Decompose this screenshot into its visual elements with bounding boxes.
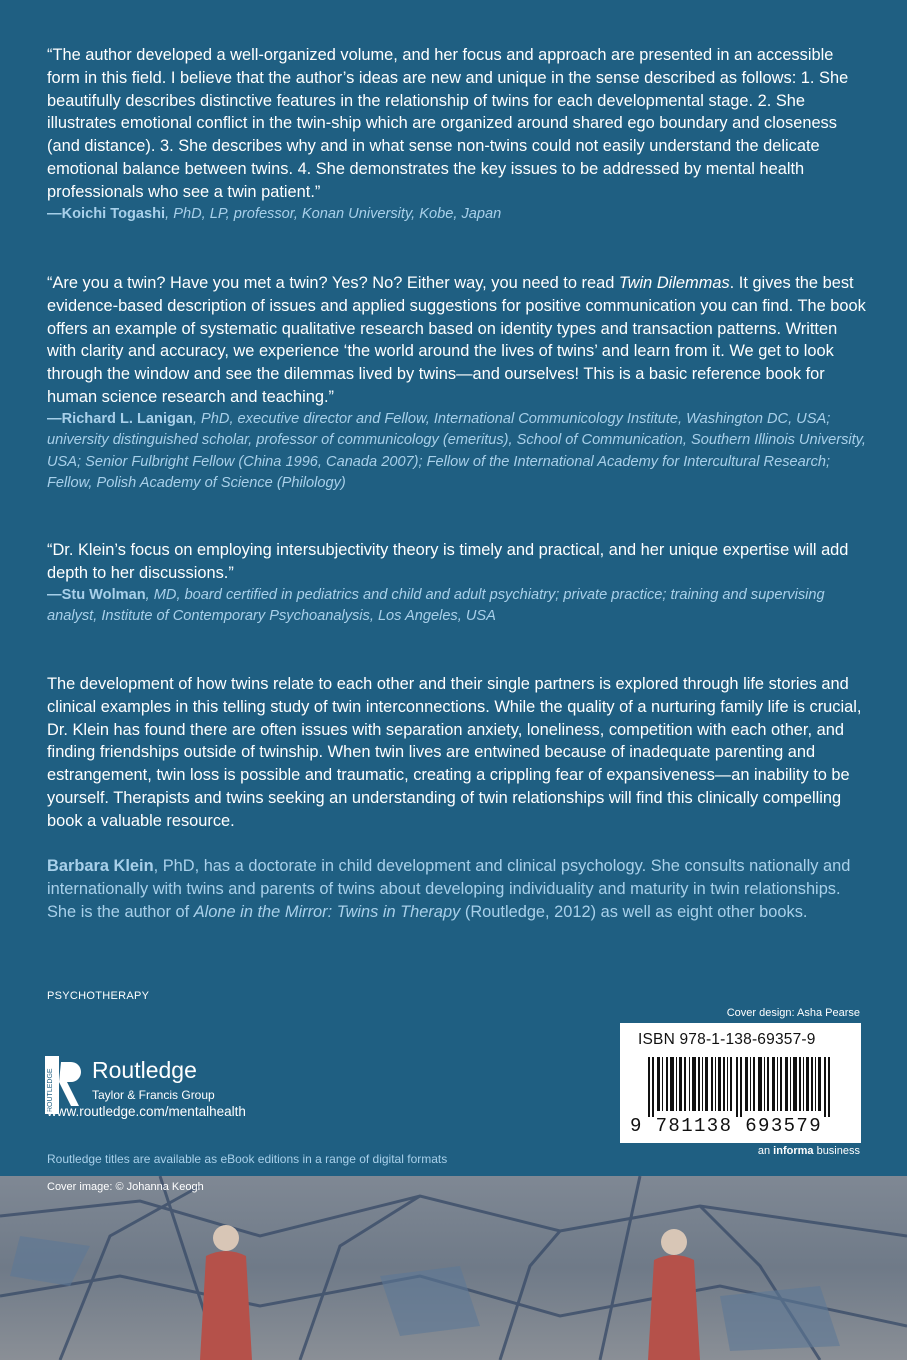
review-book-title: Twin Dilemmas bbox=[618, 274, 730, 292]
informa-business bbox=[758, 1145, 860, 1157]
review-quote: “Dr. Klein’s focus on employing intersubjectivity theory is timely and practical, and her unique expertise will add depth to her discussions.” bbox=[47, 541, 849, 582]
logo-text: ROUTLEDGE bbox=[47, 1068, 54, 1112]
isbn-number: ISBN 978-1-138-69357-9 bbox=[638, 1031, 816, 1048]
reviewer-credentials: , MD, board certified in pediatrics and child and adult psychiatry; private practice; training and supervising analyst, Institute of Contemporary Psychoanalysis, Los Angeles, USA bbox=[47, 586, 825, 625]
review-quote: “The author developed a well-organized volume, and her focus and approach are presented in an accessible form in this field. I believe that the author’s ideas are new and unique in the sense described as follows: 1. She beautifully describes distinctive features in the relationship of twins for each developmental stage. 2. She illustrates emotional conflict in the twin-ship which are organized around shared ego boundary and closeness (and distance). 3. She describes why and in what sense non-twins could not easily understand the delicate emotional balance between twins. 4. She demonstrates the key issues to be addressed by mental health professionals who see a twin patient.” bbox=[47, 46, 849, 201]
review-quote bbox=[47, 272, 867, 409]
review-quote-end: . It gives the best evidence-based description of issues and applied suggestions for positive communication you can find. The book offers an example of systematic qualitative research based on identity types and transaction patterns. Written with clarity and accuracy, we experience ‘the world around the lives of twins’ and learn from it. We get to look through the window and see the dilemmas lived by twins—and ourselves! This is a basic reference book for human science research and teaching.” bbox=[47, 274, 866, 406]
review-stu-wolman bbox=[47, 539, 867, 628]
author-name: Barbara Klein bbox=[47, 857, 154, 875]
reviewer-name: —Richard L. Lanigan bbox=[47, 410, 193, 427]
author-bio-text: , PhD, has a doctorate in child development and clinical psychology. She consults nationally and internationally with twins and parents of twins about developing individuality and maturity in twin relationships. She is the author of bbox=[47, 857, 851, 921]
informa-pre: an bbox=[757, 1145, 774, 1157]
ebook-note: Routledge titles are available as eBook editions in a range of digital formats bbox=[47, 1152, 448, 1166]
cover-image-credit: Cover image: © Johanna Keogh bbox=[47, 1181, 204, 1193]
isbn-barcode bbox=[620, 1023, 861, 1143]
author-previous-book: Alone in the Mirror: Twins in Therapy bbox=[193, 902, 461, 921]
reviewer-credentials: , PhD, executive director and Fellow, International Communicology Institute, Washington DC, USA; university distinguished scholar, professor of communicology (emeritus), School of Communication, Southern Illinois University, USA; Senior Fulbright Fellow (China 1996, Canada 2007); Fellow of the International Academy for Intercultural Research; Fellow, Polish Academy of Science (Philology) bbox=[47, 410, 866, 492]
publisher-name: Routledge bbox=[92, 1057, 197, 1083]
review-attribution bbox=[47, 409, 867, 495]
barcode-icon bbox=[634, 1057, 848, 1117]
publisher-group: Taylor & Francis Group bbox=[92, 1088, 215, 1102]
informa-brand: informa bbox=[773, 1145, 814, 1157]
cover-artwork bbox=[0, 1176, 907, 1360]
publisher-url[interactable]: www.routledge.com/mentalhealth bbox=[47, 1104, 246, 1119]
review-attribution bbox=[47, 204, 867, 226]
subject-category: PSYCHOTHERAPY bbox=[47, 990, 150, 1002]
review-richard-lanigan bbox=[47, 272, 867, 495]
author-bio-text-end: (Routledge, 2012) as well as eight other books. bbox=[460, 902, 808, 921]
reviewer-credentials: , PhD, LP, professor, Konan University, Kobe, Japan bbox=[165, 205, 502, 222]
cover-design-credit: Cover design: Asha Pearse bbox=[726, 1007, 860, 1019]
reviewer-name: —Stu Wolman bbox=[47, 586, 146, 603]
informa-post: business bbox=[813, 1145, 860, 1157]
reviewer-name: —Koichi Togashi bbox=[47, 205, 166, 222]
barcode-digits: 9 781138 693579 bbox=[630, 1115, 823, 1137]
review-quote-start: “Are you a twin? Have you met a twin? Yes? No? Either way, you need to read bbox=[47, 274, 619, 292]
review-koichi-togashi bbox=[47, 44, 867, 225]
book-description: The development of how twins relate to each other and their single partners is explored through life stories and clinical examples in this telling study of twin interconnections. While the quality of a nurturing family life is crucial, Dr. Klein has found there are often issues with separation anxiety, loneliness, competition with each other, and finding friendships outside of twinship. When twin lives are entwined because of inadequate parenting and estrangement, twin loss is possible and traumatic, creating a crippling fear of expansiveness—an inability to be yourself. Therapists and twins seeking an understanding of twin relationships will find this clinically compelling book a valuable resource. bbox=[47, 675, 862, 830]
review-attribution bbox=[47, 585, 867, 628]
author-bio bbox=[47, 855, 867, 923]
